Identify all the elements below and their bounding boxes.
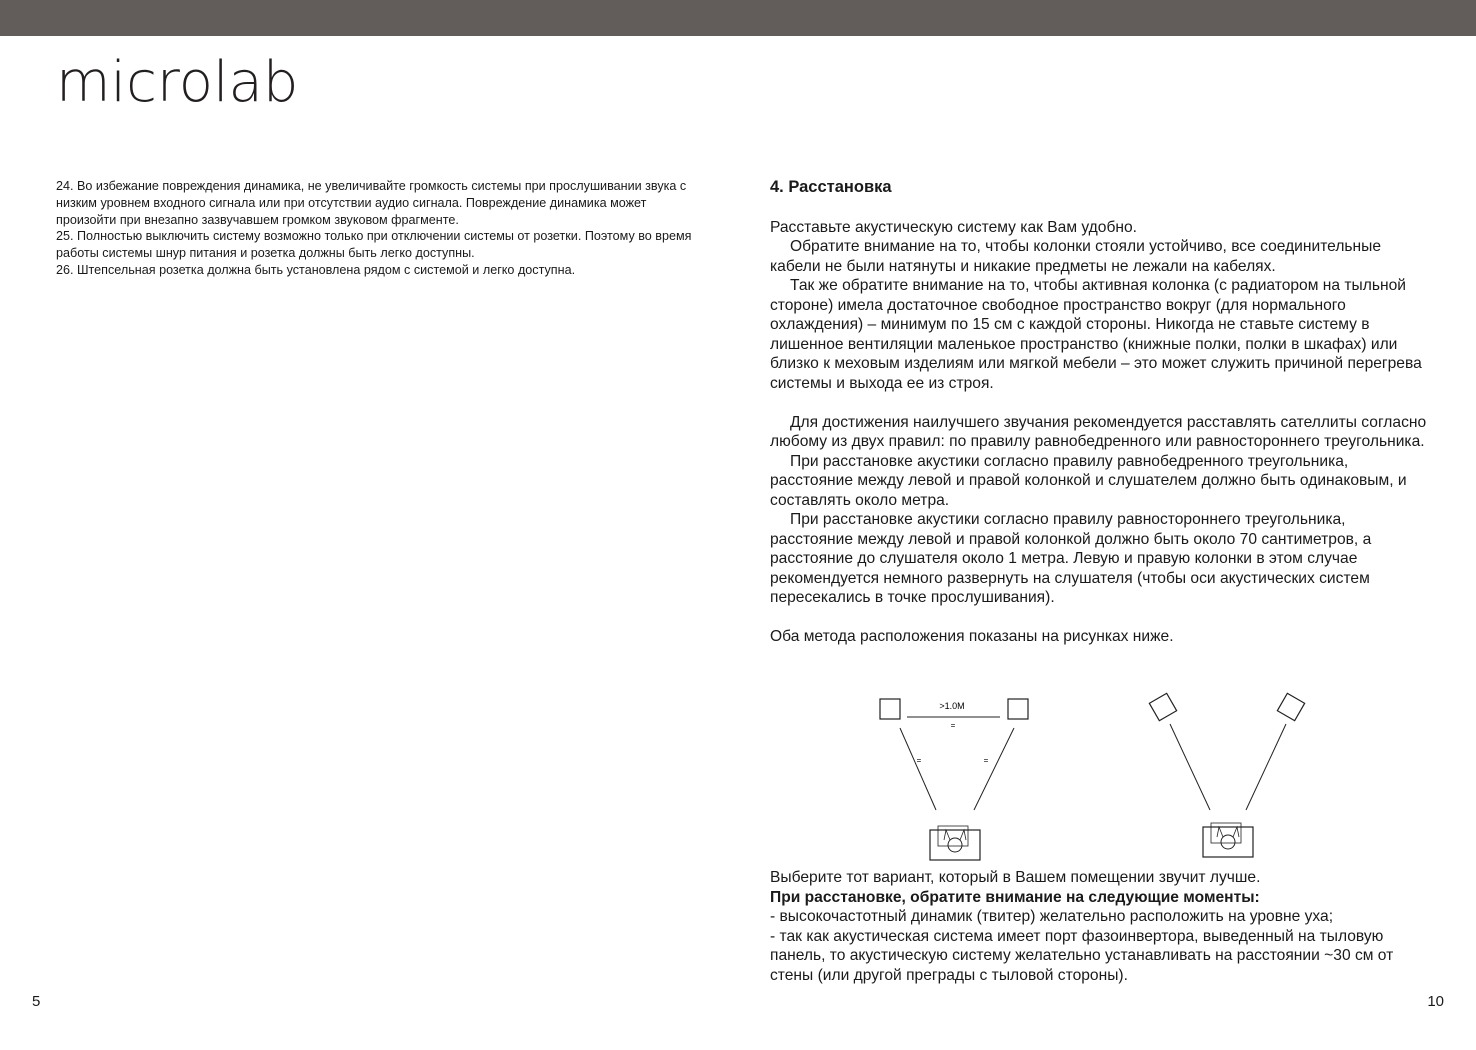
left-page-text (56, 178, 696, 279)
right-page-text (770, 178, 1430, 647)
distance-label: >1.0M (939, 701, 965, 711)
paragraph-intro: Расставьте акустическую систему как Вам удобно. (770, 218, 1137, 236)
listener-icon-right (1203, 823, 1253, 857)
top-bar (0, 0, 1476, 36)
section-heading: 4. Расстановка (770, 178, 892, 196)
left-angled-speaker-icon (1149, 693, 1176, 720)
paragraph-ventilation: Так же обратите внимание на то, чтобы активная колонка (с радиатором на тыльной стороне) имела достаточное свободное пространство вокруг (для нормального охлаждения) – минимум по 15 см с каждой стороны. Никогда не ставьте систему в лишенное вентиляции маленькое пространство (книжные полки, полки в шкафах) или близко к меховым изделиям или мягкой мебели – это может служить причиной перегрева системы и выхода ее из строя. (770, 277, 1422, 392)
page-number-right: 10 (1427, 993, 1444, 1010)
safety-item-25: 25. Полностью выключить систему возможно только при отключении системы от розетки. Поэтому во время работы системы шнур питания и розетка должны быть легко доступны. (56, 229, 692, 261)
right-angled-speaker-icon (1277, 693, 1304, 720)
safety-item-26: 26. Штепсельная розетка должна быть установлена рядом с системой и легко доступна. (56, 262, 576, 277)
paragraph-stability: Обратите внимание на то, чтобы колонки стояли устойчиво, все соединительные кабели не были натянуты и никакие предметы не лежали на кабелях. (770, 238, 1382, 275)
placement-diagram (770, 690, 1430, 870)
paragraph-equilateral: При расстановке акустики согласно правилу равностороннего треугольника, расстояние между левой и правой колонкой должно быть около 70 сантиметров, а расстояние до слушателя около 1 метра. Левую и правую колонки в этом случае рекомендуется немного развернуть на слушателя (чтобы оси акустических систем пересекались в точке прослушивания). (770, 511, 1372, 606)
right-speaker-icon (1008, 699, 1028, 719)
brand-logo: microlab (56, 50, 299, 115)
listener-icon-left (930, 826, 980, 860)
page-number-left: 5 (32, 993, 41, 1010)
equal-sign-left: = (916, 756, 922, 765)
safety-item-24: 24. Во избежание повреждения динамика, не увеличивайте громкость системы при прослушивании звука с низким уровнем входного сигнала или при отсутствии аудио сигнала. Повреждение динамика может произойти при внезапно зазвучавшем громком звуковом фрагменте. (56, 179, 687, 227)
tip-bass-port: - так как акустическая система имеет порт фазоинвертора, выведенный на тыловую панель, то акустическую систему желательно устанавливать на расстоянии ~30 см от стены (или другой преграды с тыловой стороны). (770, 927, 1394, 984)
placement-tips (770, 868, 1430, 985)
paragraph-figures-note: Оба метода расположения показаны на рисунках ниже. (770, 628, 1174, 645)
paragraph-isosceles: При расстановке акустики согласно правилу равнобедренного треугольника, расстояние между левой и правой колонкой и слушателем должно быть одинаковым, и составлять около метра. (770, 452, 1407, 509)
tip-tweeter: - высокочастотный динамик (твитер) желательно расположить на уровне уха; (770, 908, 1334, 925)
paragraph-placement-rules: Для достижения наилучшего звучания рекомендуется расставлять сателлиты согласно любому из двух правил: по правилу равнобедренного или равностороннего треугольника. (770, 413, 1427, 450)
paragraph-attention: При расстановке, обратите внимание на следующие моменты: (770, 888, 1260, 906)
equal-sign-right: = (983, 756, 989, 765)
paragraph-choose: Выберите тот вариант, который в Вашем помещении звучит лучше. (770, 869, 1261, 886)
equal-sign-top: = (950, 721, 956, 730)
left-speaker-icon (880, 699, 900, 719)
